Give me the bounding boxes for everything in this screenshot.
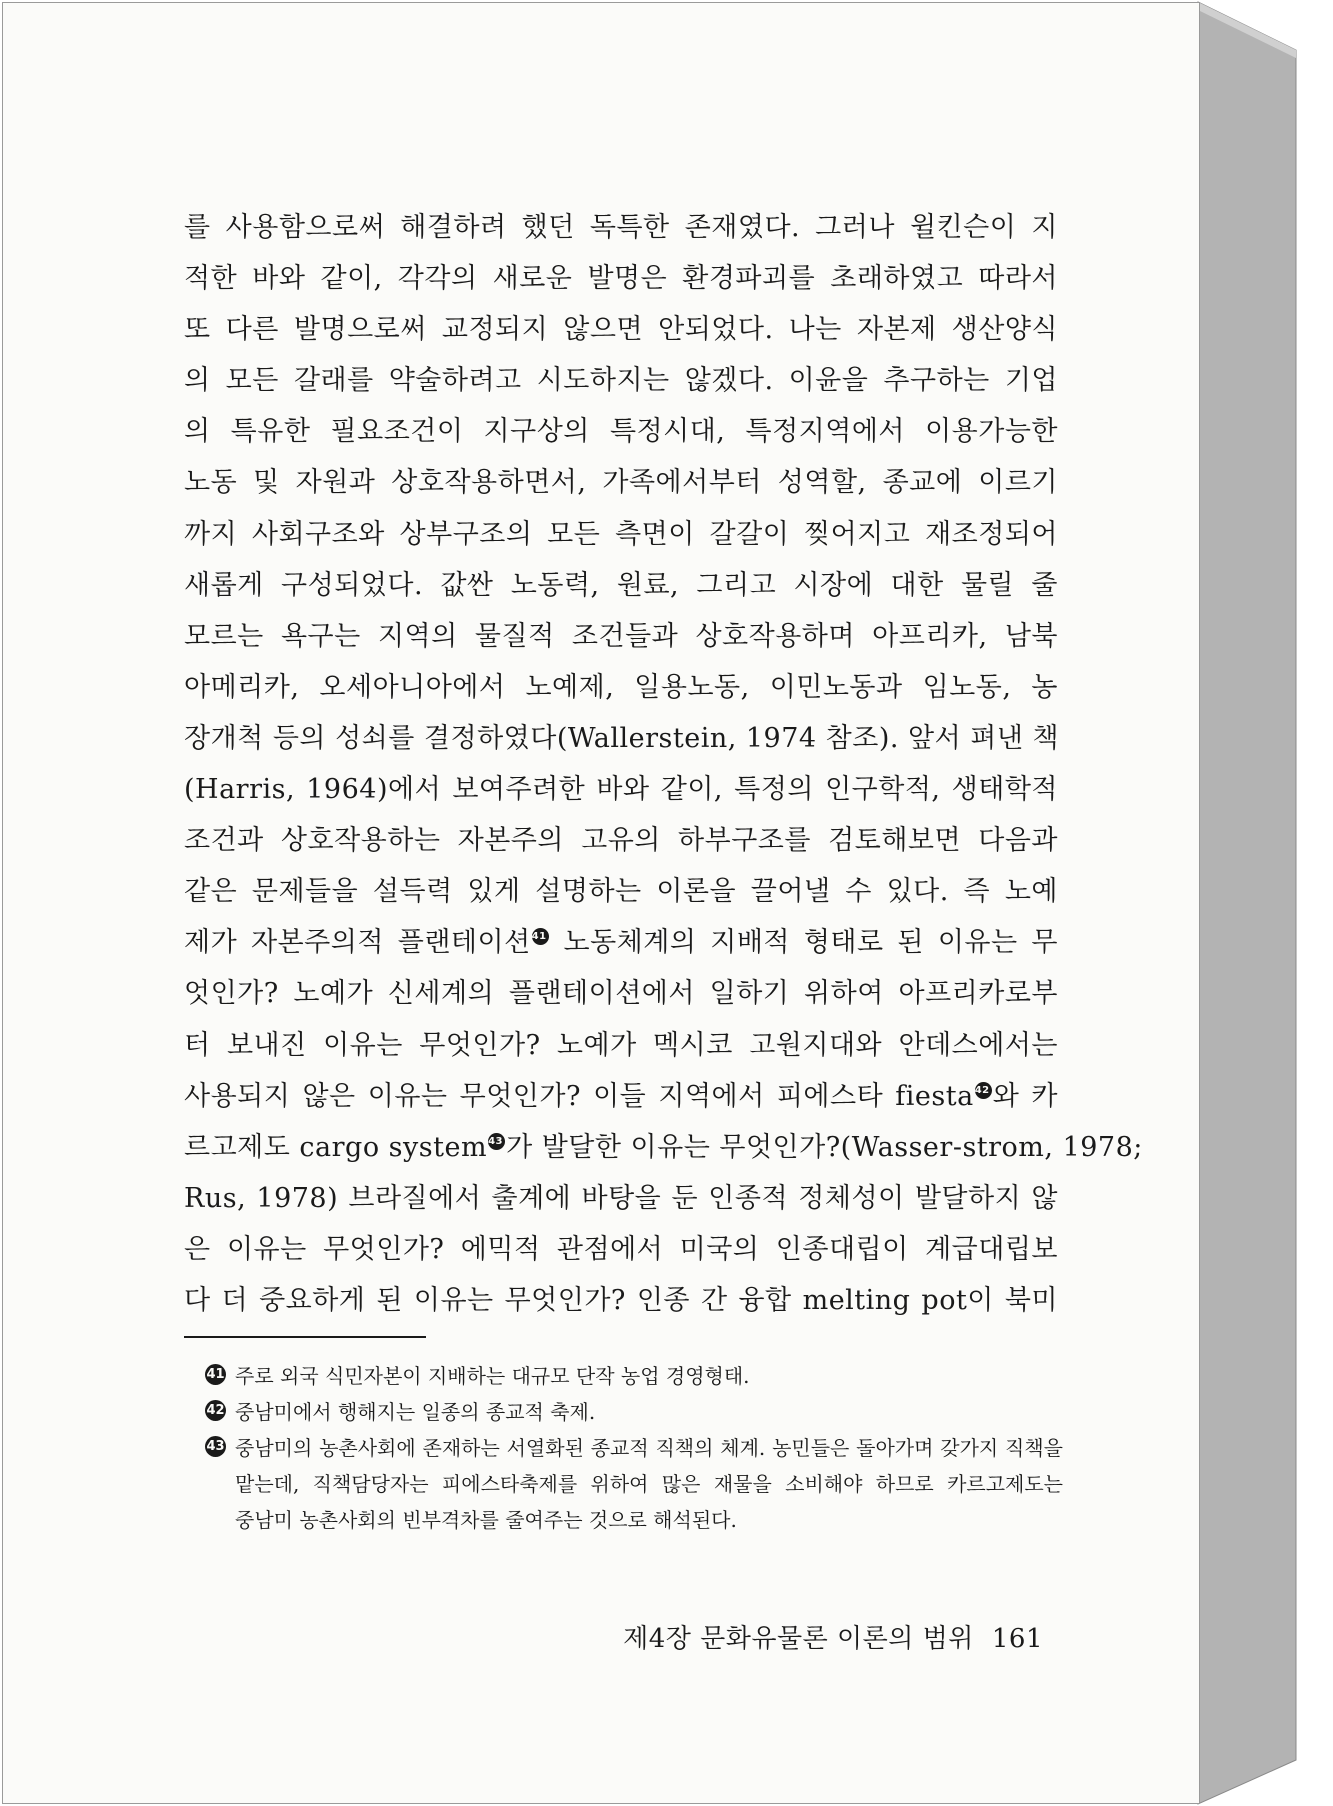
text-line: 장개척 등의 성쇠를 결정하였다(Wallerstein, 1974 참조). 앞서 펴낸 책 [184, 722, 1060, 754]
footnote-text: 중남미의 농촌사회에 존재하는 서열화된 종교적 직책의 체계. 농민들은 돌아가며 갖가지 직책을 맡는데, 직책담당자는 피에스타축제를 위하여 많은 재물을 소비해야 하므로 카르고제도는 중남미 농촌사회의 빈부격차를 줄여주는 것으로 해석된다. [235, 1436, 1063, 1532]
footnote-ref-43: 43 [488, 1133, 505, 1150]
text-line: 새롭게 구성되었다. 값싼 노동력, 원료, 그리고 시장에 대한 물릴 줄 [184, 569, 1058, 601]
text-line-with-footnote [184, 917, 1058, 968]
footnote-43 [205, 1430, 1063, 1538]
text-line: (Harris, 1964)에서 보여주려한 바와 같이, 특정의 인구학적, 생태학적 [184, 774, 1058, 806]
footnote-ref-41: 41 [532, 928, 549, 945]
text-line: 같은 문제들을 설득력 있게 설명하는 이론을 끌어낼 수 있다. 즉 노예 [184, 876, 1058, 908]
text-line: 적한 바와 같이, 각각의 새로운 발명은 환경파괴를 초래하였고 따라서 [184, 263, 1058, 295]
text-line: 은 이유는 무엇인가? 에믹적 관점에서 미국의 인종대립이 계급대립보 [184, 1233, 1058, 1265]
text-line: 엇인가? 노예가 신세계의 플랜테이션에서 일하기 위하여 아프리카로부 [184, 978, 1058, 1010]
text-fragment: 와 카 [992, 1080, 1058, 1112]
footnote-number: 42 [205, 1400, 226, 1421]
footnote-42 [205, 1394, 1063, 1430]
text-line-with-footnote [184, 1122, 1143, 1173]
body-text [184, 202, 1143, 1326]
text-line: 조건과 상호작용하는 자본주의 고유의 하부구조를 검토해보면 다음과 [184, 825, 1058, 857]
text-fragment: 노동체계의 지배적 형태로 된 이유는 무 [549, 927, 1059, 959]
footnote-number: 43 [205, 1436, 226, 1457]
text-line: 아메리카, 오세아니아에서 노예제, 일용노동, 이민노동과 임노동, 농 [184, 671, 1058, 703]
chapter-title: 제4장 문화유물론 이론의 범위 [623, 1624, 974, 1654]
text-line: 또 다른 발명으로써 교정되지 않으면 안되었다. 나는 자본제 생산양식 [184, 314, 1058, 346]
text-line: 까지 사회구조와 상부구조의 모든 측면이 갈갈이 찢어지고 재조정되어 [184, 518, 1058, 550]
footnote-ref-42: 42 [975, 1082, 992, 1099]
text-line: 를 사용함으로써 해결하려 했던 독특한 존재였다. 그러나 윌킨슨이 지 [184, 212, 1058, 243]
footnote-divider [184, 1336, 426, 1338]
text-line: 다 더 중요하게 된 이유는 무엇인가? 인종 간 융합 melting pot이 북미 [184, 1284, 1058, 1316]
footnote-41 [205, 1358, 1063, 1394]
footnote-text: 주로 외국 식민자본이 지배하는 대규모 단작 농업 경영형태. [235, 1364, 750, 1388]
footnote-number: 41 [205, 1364, 226, 1385]
text-fragment: 르고제도 cargo system [184, 1131, 488, 1163]
page-number: 161 [991, 1624, 1043, 1654]
text-line: 노동 및 자원과 상호작용하면서, 가족에서부터 성역할, 종교에 이르기 [184, 467, 1058, 499]
text-line: 터 보내진 이유는 무엇인가? 노예가 멕시코 고원지대와 안데스에서는 [184, 1029, 1058, 1061]
text-line-with-footnote [184, 1071, 1058, 1122]
text-fragment: 사용되지 않은 이유는 무엇인가? 이들 지역에서 피에스타 fiesta [184, 1080, 974, 1112]
text-line: 의 모든 갈래를 약술하려고 시도하지는 않겠다. 이윤을 추구하는 기업 [184, 365, 1058, 397]
text-line: 의 특유한 필요조건이 지구상의 특정시대, 특정지역에서 이용가능한 [184, 416, 1058, 448]
text-line: 모르는 욕구는 지역의 물질적 조건들과 상호작용하며 아프리카, 남북 [184, 620, 1058, 652]
footnotes [205, 1358, 1063, 1538]
text-line: Rus, 1978) 브라질에서 출계에 바탕을 둔 인종적 정체성이 발달하지 않 [184, 1182, 1058, 1214]
text-fragment: 제가 자본주의적 플랜테이션 [184, 927, 531, 959]
text-fragment: 가 발달한 이유는 무엇인가?(Wasser-strom, 1978; [506, 1131, 1143, 1163]
footnote-text: 중남미에서 행해지는 일종의 종교적 축제. [235, 1400, 596, 1424]
running-footer [623, 1618, 1043, 1655]
